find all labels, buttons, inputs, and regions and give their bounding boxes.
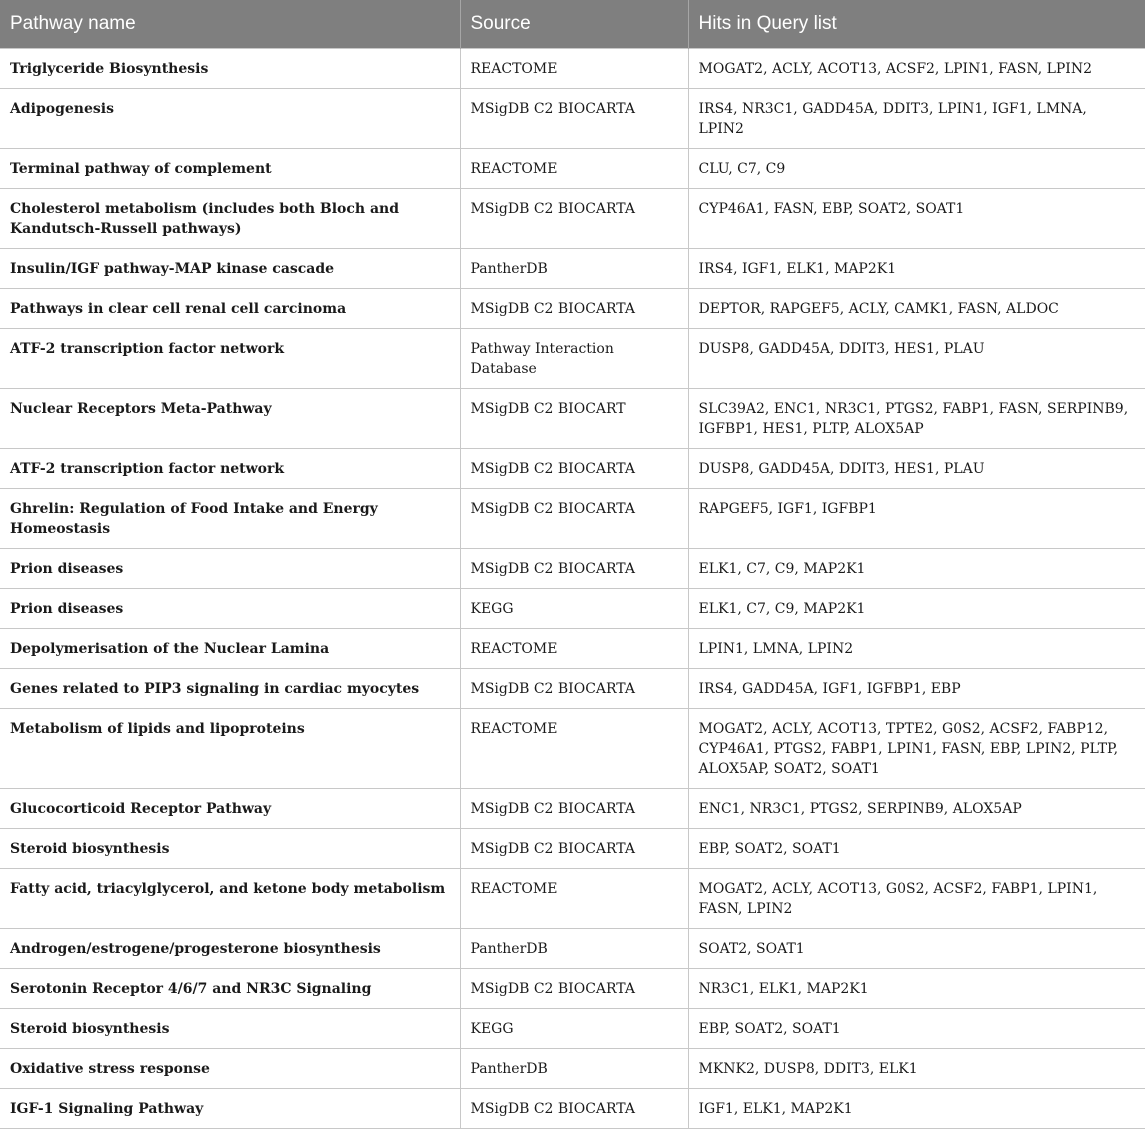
cell-pathway: Prion diseases: [0, 589, 460, 629]
table-row: [0, 489, 1145, 549]
table-row: [0, 869, 1145, 929]
cell-hits: IRS4, NR3C1, GADD45A, DDIT3, LPIN1, IGF1, LMNA, LPIN2: [688, 89, 1145, 149]
cell-source: MSigDB C2 BIOCARTA: [460, 489, 688, 549]
cell-pathway: Oxidative stress response: [0, 1049, 460, 1089]
table-row: [0, 89, 1145, 149]
table-row: [0, 389, 1145, 449]
table-row: [0, 829, 1145, 869]
cell-hits: IRS4, IGF1, ELK1, MAP2K1: [688, 249, 1145, 289]
table-row: [0, 449, 1145, 489]
table-header: [0, 0, 1145, 49]
table-row: [0, 329, 1145, 389]
cell-pathway: Depolymerisation of the Nuclear Lamina: [0, 629, 460, 669]
cell-pathway: ATF-2 transcription factor network: [0, 449, 460, 489]
cell-source: MSigDB C2 BIOCARTA: [460, 669, 688, 709]
cell-hits: EBP, SOAT2, SOAT1: [688, 1009, 1145, 1049]
cell-source: MSigDB C2 BIOCARTA: [460, 89, 688, 149]
table-row: [0, 189, 1145, 249]
table-row: [0, 149, 1145, 189]
cell-hits: MKNK2, DUSP8, DDIT3, ELK1: [688, 1049, 1145, 1089]
cell-hits: SOAT2, SOAT1: [688, 929, 1145, 969]
cell-hits: RAPGEF5, IGF1, IGFBP1: [688, 489, 1145, 549]
table-row: [0, 289, 1145, 329]
cell-source: KEGG: [460, 1009, 688, 1049]
table-row: [0, 629, 1145, 669]
table-row: [0, 549, 1145, 589]
cell-hits: MOGAT2, ACLY, ACOT13, TPTE2, G0S2, ACSF2, FABP12, CYP46A1, PTGS2, FABP1, LPIN1, FASN, EBP, LPIN2, PLTP, ALOX5AP, SOAT2, SOAT1: [688, 709, 1145, 789]
cell-hits: MOGAT2, ACLY, ACOT13, G0S2, ACSF2, FABP1, LPIN1, FASN, LPIN2: [688, 869, 1145, 929]
cell-pathway: Glucocorticoid Receptor Pathway: [0, 789, 460, 829]
cell-hits: EBP, SOAT2, SOAT1: [688, 829, 1145, 869]
cell-hits: IRS4, GADD45A, IGF1, IGFBP1, EBP: [688, 669, 1145, 709]
cell-hits: DEPTOR, RAPGEF5, ACLY, CAMK1, FASN, ALDOC: [688, 289, 1145, 329]
cell-hits: LPIN1, LMNA, LPIN2: [688, 629, 1145, 669]
cell-pathway: Prion diseases: [0, 549, 460, 589]
table-row: [0, 49, 1145, 89]
cell-pathway: Fatty acid, triacylglycerol, and ketone body metabolism: [0, 869, 460, 929]
cell-hits: CYP46A1, FASN, EBP, SOAT2, SOAT1: [688, 189, 1145, 249]
cell-source: MSigDB C2 BIOCART: [460, 389, 688, 449]
cell-pathway: Metabolism of lipids and lipoproteins: [0, 709, 460, 789]
cell-pathway: Serotonin Receptor 4/6/7 and NR3C Signaling: [0, 969, 460, 1009]
table-body: [0, 49, 1145, 1129]
cell-source: MSigDB C2 BIOCARTA: [460, 189, 688, 249]
cell-hits: ELK1, C7, C9, MAP2K1: [688, 549, 1145, 589]
cell-hits: ELK1, C7, C9, MAP2K1: [688, 589, 1145, 629]
table-row: [0, 249, 1145, 289]
cell-source: PantherDB: [460, 929, 688, 969]
cell-source: REACTOME: [460, 49, 688, 89]
cell-pathway: Genes related to PIP3 signaling in cardiac myocytes: [0, 669, 460, 709]
cell-pathway: Ghrelin: Regulation of Food Intake and Energy Homeostasis: [0, 489, 460, 549]
cell-source: MSigDB C2 BIOCARTA: [460, 289, 688, 329]
cell-source: MSigDB C2 BIOCARTA: [460, 969, 688, 1009]
cell-pathway: ATF-2 transcription factor network: [0, 329, 460, 389]
cell-source: MSigDB C2 BIOCARTA: [460, 549, 688, 589]
table-row: [0, 1009, 1145, 1049]
cell-hits: CLU, C7, C9: [688, 149, 1145, 189]
cell-pathway: IGF-1 Signaling Pathway: [0, 1089, 460, 1129]
cell-source: REACTOME: [460, 149, 688, 189]
cell-hits: SLC39A2, ENC1, NR3C1, PTGS2, FABP1, FASN, SERPINB9, IGFBP1, HES1, PLTP, ALOX5AP: [688, 389, 1145, 449]
cell-pathway: Adipogenesis: [0, 89, 460, 149]
cell-source: MSigDB C2 BIOCARTA: [460, 829, 688, 869]
header-hits: Hits in Query list: [688, 0, 1145, 49]
cell-hits: MOGAT2, ACLY, ACOT13, ACSF2, LPIN1, FASN, LPIN2: [688, 49, 1145, 89]
header-pathway-name: Pathway name: [0, 0, 460, 49]
cell-source: REACTOME: [460, 869, 688, 929]
cell-source: MSigDB C2 BIOCARTA: [460, 789, 688, 829]
cell-source: REACTOME: [460, 709, 688, 789]
cell-source: MSigDB C2 BIOCARTA: [460, 1089, 688, 1129]
cell-pathway: Cholesterol metabolism (includes both Bloch and Kandutsch-Russell pathways): [0, 189, 460, 249]
cell-pathway: Insulin/IGF pathway-MAP kinase cascade: [0, 249, 460, 289]
table-row: [0, 1049, 1145, 1089]
cell-source: PantherDB: [460, 1049, 688, 1089]
cell-source: PantherDB: [460, 249, 688, 289]
cell-pathway: Androgen/estrogene/progesterone biosynthesis: [0, 929, 460, 969]
table-row: [0, 1089, 1145, 1129]
table-row: [0, 589, 1145, 629]
table-row: [0, 709, 1145, 789]
table-row: [0, 669, 1145, 709]
cell-source: REACTOME: [460, 629, 688, 669]
cell-hits: NR3C1, ELK1, MAP2K1: [688, 969, 1145, 1009]
cell-hits: ENC1, NR3C1, PTGS2, SERPINB9, ALOX5AP: [688, 789, 1145, 829]
cell-pathway: Pathways in clear cell renal cell carcinoma: [0, 289, 460, 329]
table-row: [0, 929, 1145, 969]
cell-source: MSigDB C2 BIOCARTA: [460, 449, 688, 489]
cell-pathway: Steroid biosynthesis: [0, 1009, 460, 1049]
cell-source: Pathway Interaction Database: [460, 329, 688, 389]
cell-pathway: Nuclear Receptors Meta-Pathway: [0, 389, 460, 449]
cell-pathway: Triglyceride Biosynthesis: [0, 49, 460, 89]
cell-source: KEGG: [460, 589, 688, 629]
cell-pathway: Steroid biosynthesis: [0, 829, 460, 869]
cell-hits: DUSP8, GADD45A, DDIT3, HES1, PLAU: [688, 449, 1145, 489]
table-row: [0, 789, 1145, 829]
cell-pathway: Terminal pathway of complement: [0, 149, 460, 189]
header-row: [0, 0, 1145, 49]
table-row: [0, 969, 1145, 1009]
header-source: Source: [460, 0, 688, 49]
cell-hits: IGF1, ELK1, MAP2K1: [688, 1089, 1145, 1129]
cell-hits: DUSP8, GADD45A, DDIT3, HES1, PLAU: [688, 329, 1145, 389]
